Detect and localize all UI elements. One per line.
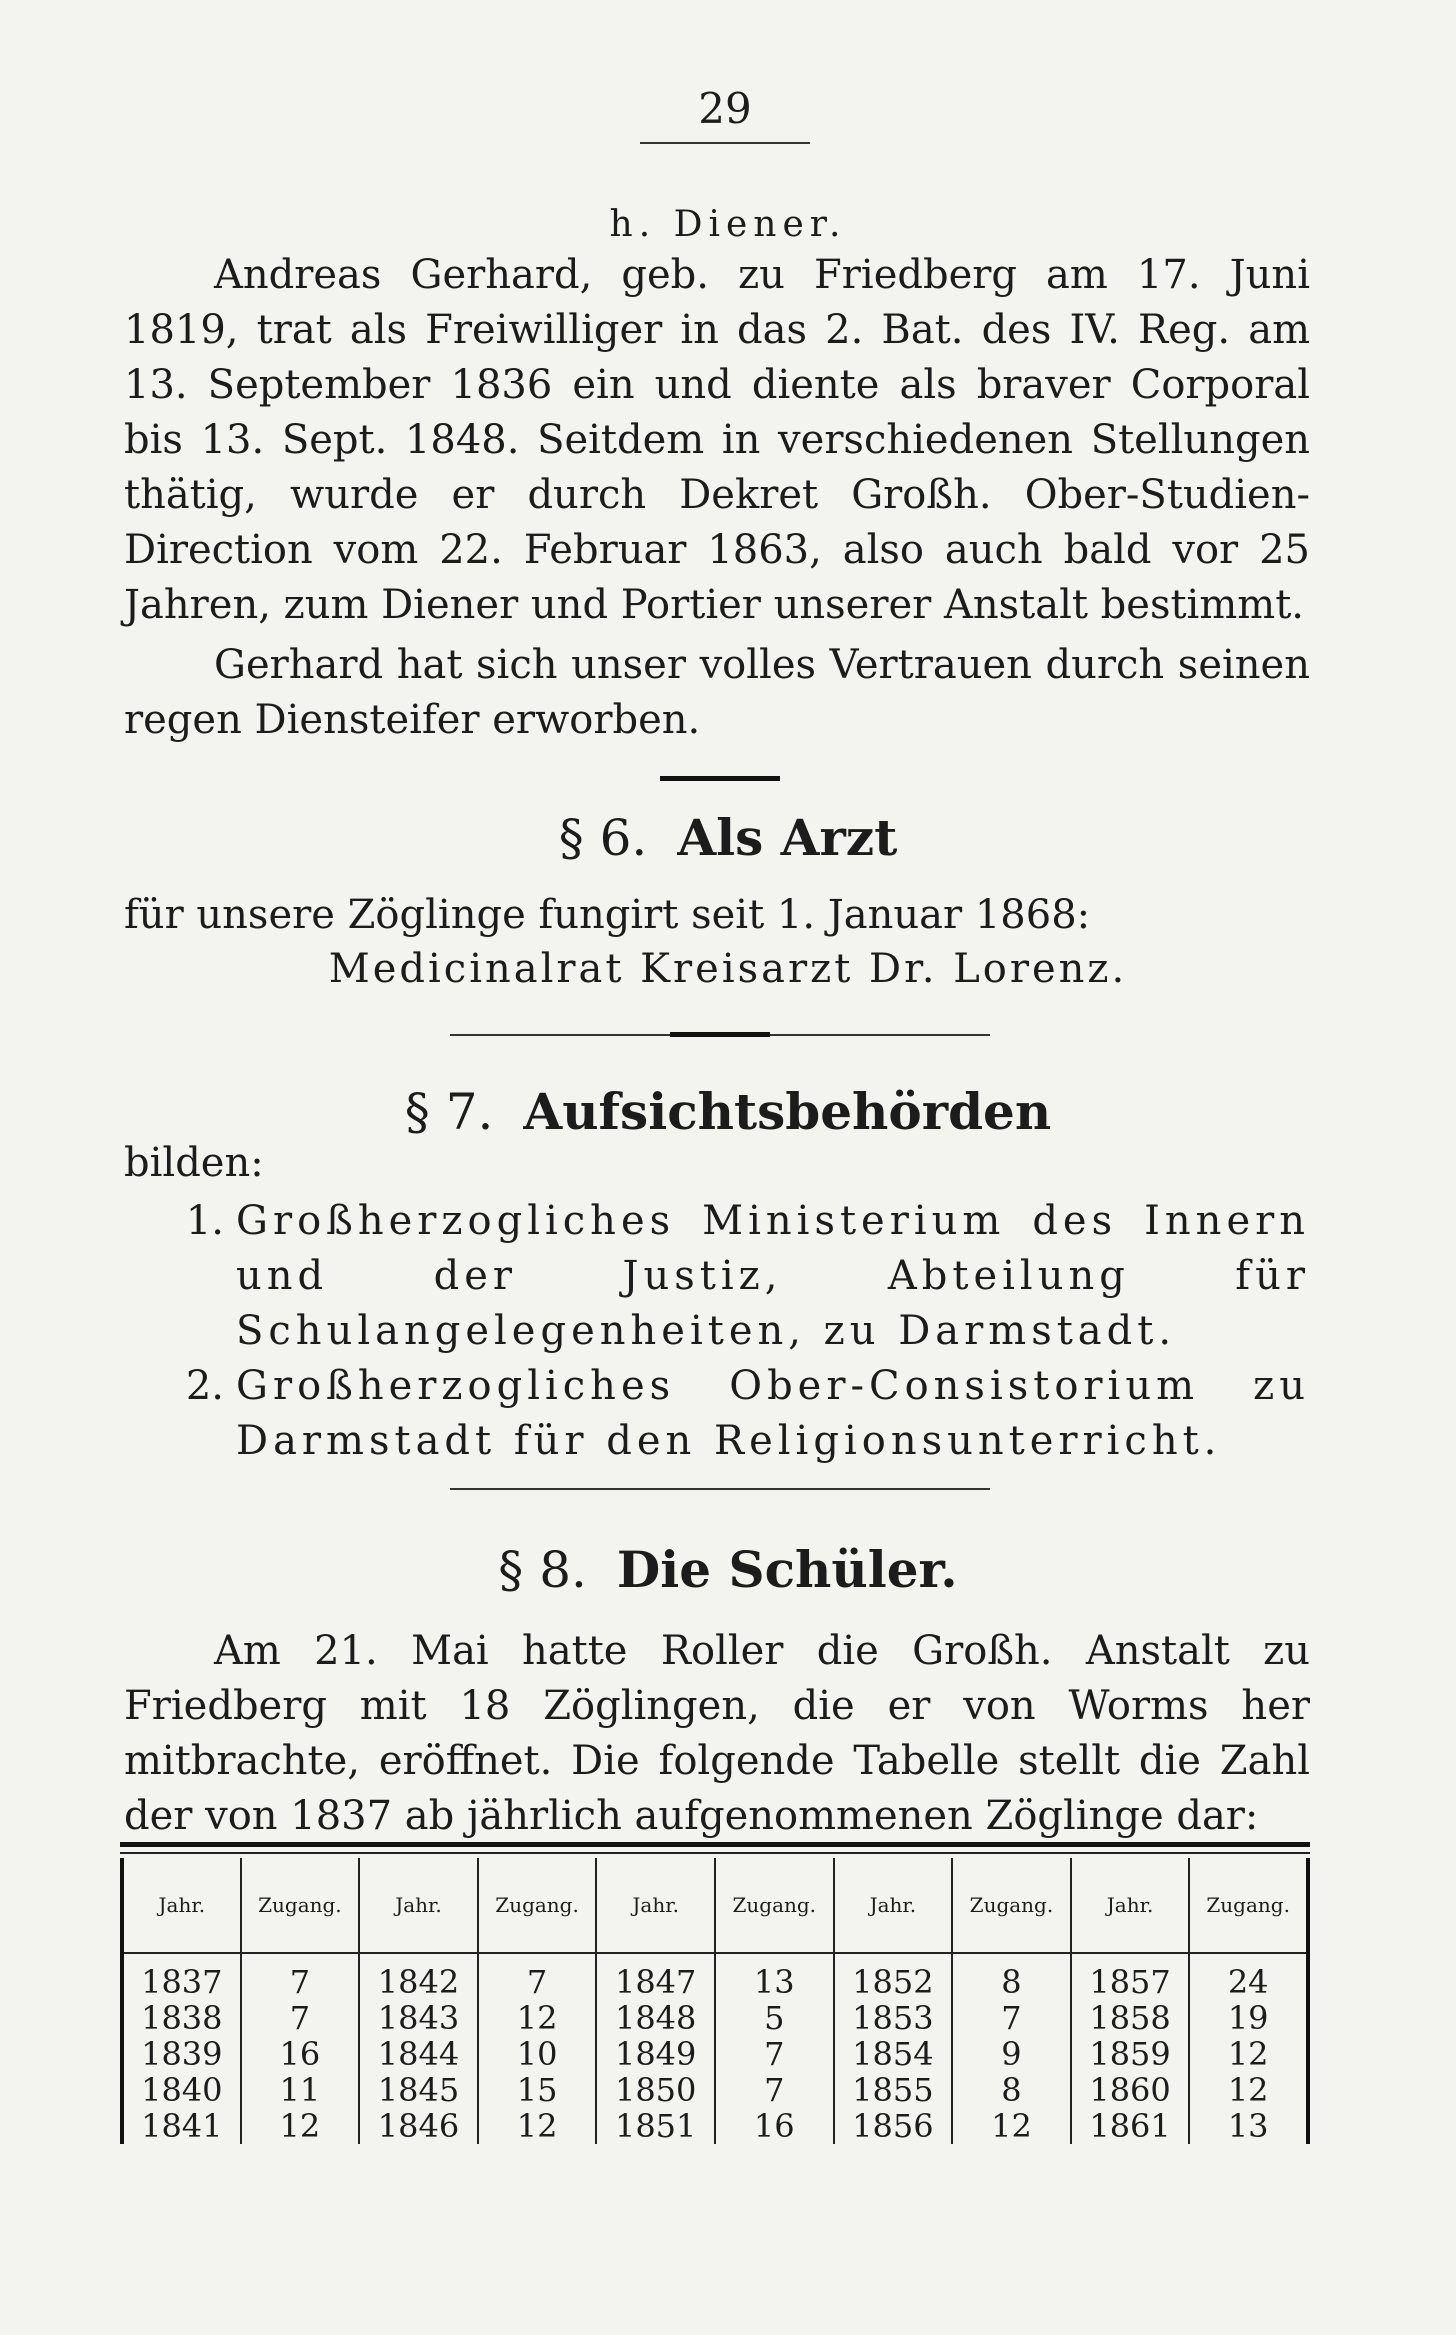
table-cell: 7 <box>478 1953 597 2000</box>
section-divider-accent <box>670 1032 770 1037</box>
list-item-number: 2. <box>185 1363 224 1409</box>
table-cell: 7 <box>952 2000 1071 2036</box>
table-cell: 9 <box>952 2036 1071 2072</box>
section-divider <box>660 776 780 781</box>
table-row <box>122 2108 1308 2144</box>
column-header: Zugang. <box>478 1858 597 1953</box>
table-cell: 1847 <box>596 1953 715 2000</box>
section-6-physician: Medicinalrat Kreisarzt Dr. Lorenz. <box>328 946 1128 992</box>
section-6-heading <box>0 808 1456 867</box>
table-cell: 1851 <box>596 2108 715 2144</box>
table-row <box>122 2036 1308 2072</box>
table-cell: 1839 <box>122 2036 241 2072</box>
list-item-text: Großherzogliches Ministerium des Innern und der Justiz, Abteilung für Schulangelegenheiten, zu Darmstadt. <box>236 1198 1310 1354</box>
authorities-list <box>124 1194 1310 1469</box>
section-6-text: für unsere Zöglinge fungirt seit 1. Januar 1868: <box>124 892 1091 938</box>
table-cell: 1837 <box>122 1953 241 2000</box>
table-cell: 1857 <box>1071 1953 1190 2000</box>
table-cell: 19 <box>1189 2000 1308 2036</box>
column-header: Jahr. <box>596 1858 715 1953</box>
table-cell: 7 <box>715 2036 834 2072</box>
list-item-number: 1. <box>185 1198 224 1244</box>
page-number: 29 <box>698 84 752 133</box>
table-cell: 12 <box>478 2000 597 2036</box>
column-header: Zugang. <box>952 1858 1071 1953</box>
table-cell: 1843 <box>359 2000 478 2036</box>
table-cell: 12 <box>478 2108 597 2144</box>
diener-paragraph: Andreas Gerhard, geb. zu Friedberg am 17. Juni 1819, trat als Freiwilliger in das 2. Bat. des IV. Reg. am 13. September 1836 ein und diente als braver Corporal bis 13. Sept. 1848. Seitdem in verschiedenen Stellungen thätig, wurde er durch Dekret Großh. Ober-Studien-Direction vom 22. Februar 1863, also auch bald vor 25 Jahren, zum Diener und Portier unserer Anstalt bestimmt. <box>124 252 1310 628</box>
table-cell: 1842 <box>359 1953 478 2000</box>
column-header: Jahr. <box>834 1858 953 1953</box>
column-header: Jahr. <box>1071 1858 1190 1953</box>
table-cell: 1855 <box>834 2072 953 2108</box>
column-header: Zugang. <box>715 1858 834 1953</box>
table-cell: 1859 <box>1071 2036 1190 2072</box>
diener-closing-paragraph: Gerhard hat sich unser volles Vertrauen durch seinen regen Diensteifer erworben. <box>124 642 1310 743</box>
enrollment-table-grid <box>120 1858 1310 2144</box>
page-number-rule <box>640 142 810 144</box>
section-6-title: Als Arzt <box>677 808 898 867</box>
table-cell: 7 <box>241 1953 360 2000</box>
table-cell: 16 <box>241 2036 360 2072</box>
section-6-number: § 6. <box>558 809 648 867</box>
table-cell: 5 <box>715 2000 834 2036</box>
table-row <box>122 2072 1308 2108</box>
table-cell: 15 <box>478 2072 597 2108</box>
table-cell: 1850 <box>596 2072 715 2108</box>
column-header: Zugang. <box>1189 1858 1308 1953</box>
section-7-intro: bilden: <box>124 1140 264 1186</box>
table-cell: 1852 <box>834 1953 953 2000</box>
table-cell: 7 <box>715 2072 834 2108</box>
table-top-rule-thin <box>120 1852 1310 1854</box>
column-header: Jahr. <box>359 1858 478 1953</box>
table-cell: 7 <box>241 2000 360 2036</box>
list-item <box>124 1194 1310 1359</box>
section-8-title: Die Schüler. <box>616 1540 958 1599</box>
table-cell: 1838 <box>122 2000 241 2036</box>
table-cell: 8 <box>952 1953 1071 2000</box>
table-cell: 12 <box>952 2108 1071 2144</box>
table-cell: 1846 <box>359 2108 478 2144</box>
table-cell: 1840 <box>122 2072 241 2108</box>
table-cell: 1853 <box>834 2000 953 2036</box>
table-cell: 24 <box>1189 1953 1308 2000</box>
table-cell: 1845 <box>359 2072 478 2108</box>
section-divider <box>450 1488 990 1490</box>
table-cell: 8 <box>952 2072 1071 2108</box>
column-header: Zugang. <box>241 1858 360 1953</box>
table-cell: 1848 <box>596 2000 715 2036</box>
section-8-heading <box>0 1540 1456 1599</box>
table-header-row <box>122 1858 1308 1953</box>
list-item-text: Großherzogliches Ober-Consistorium zu Darmstadt für den Religionsunterricht. <box>236 1363 1310 1464</box>
table-cell: 13 <box>1189 2108 1308 2144</box>
column-header: Jahr. <box>122 1858 241 1953</box>
table-row <box>122 2000 1308 2036</box>
table-cell: 10 <box>478 2036 597 2072</box>
table-cell: 1849 <box>596 2036 715 2072</box>
table-cell: 11 <box>241 2072 360 2108</box>
section-7-number: § 7. <box>404 1083 494 1141</box>
section-7-title: Aufsichtsbehörden <box>523 1082 1052 1141</box>
table-cell: 1844 <box>359 2036 478 2072</box>
table-cell: 12 <box>1189 2072 1308 2108</box>
section-8-paragraph: Am 21. Mai hatte Roller die Großh. Anstalt zu Friedberg mit 18 Zöglingen, die er von Worms her mitbrachte, eröffnet. Die folgende Tabelle stellt die Zahl der von 1837 ab jährlich aufgenommenen Zöglinge dar: <box>124 1628 1310 1839</box>
table-cell: 16 <box>715 2108 834 2144</box>
table-cell: 1858 <box>1071 2000 1190 2036</box>
table-row <box>122 1953 1308 2000</box>
list-item <box>124 1359 1310 1469</box>
table-cell: 13 <box>715 1953 834 2000</box>
table-cell: 12 <box>241 2108 360 2144</box>
section-8-number: § 8. <box>498 1541 587 1599</box>
section-7-heading <box>0 1082 1456 1141</box>
table-cell: 1856 <box>834 2108 953 2144</box>
table-top-rule <box>120 1842 1310 1847</box>
enrollment-table <box>120 1842 1310 2208</box>
table-cell: 1860 <box>1071 2072 1190 2108</box>
subsection-heading-diener: h. Diener. <box>609 204 847 245</box>
table-cell: 1841 <box>122 2108 241 2144</box>
table-cell: 1854 <box>834 2036 953 2072</box>
table-cell: 1861 <box>1071 2108 1190 2144</box>
table-cell: 12 <box>1189 2036 1308 2072</box>
